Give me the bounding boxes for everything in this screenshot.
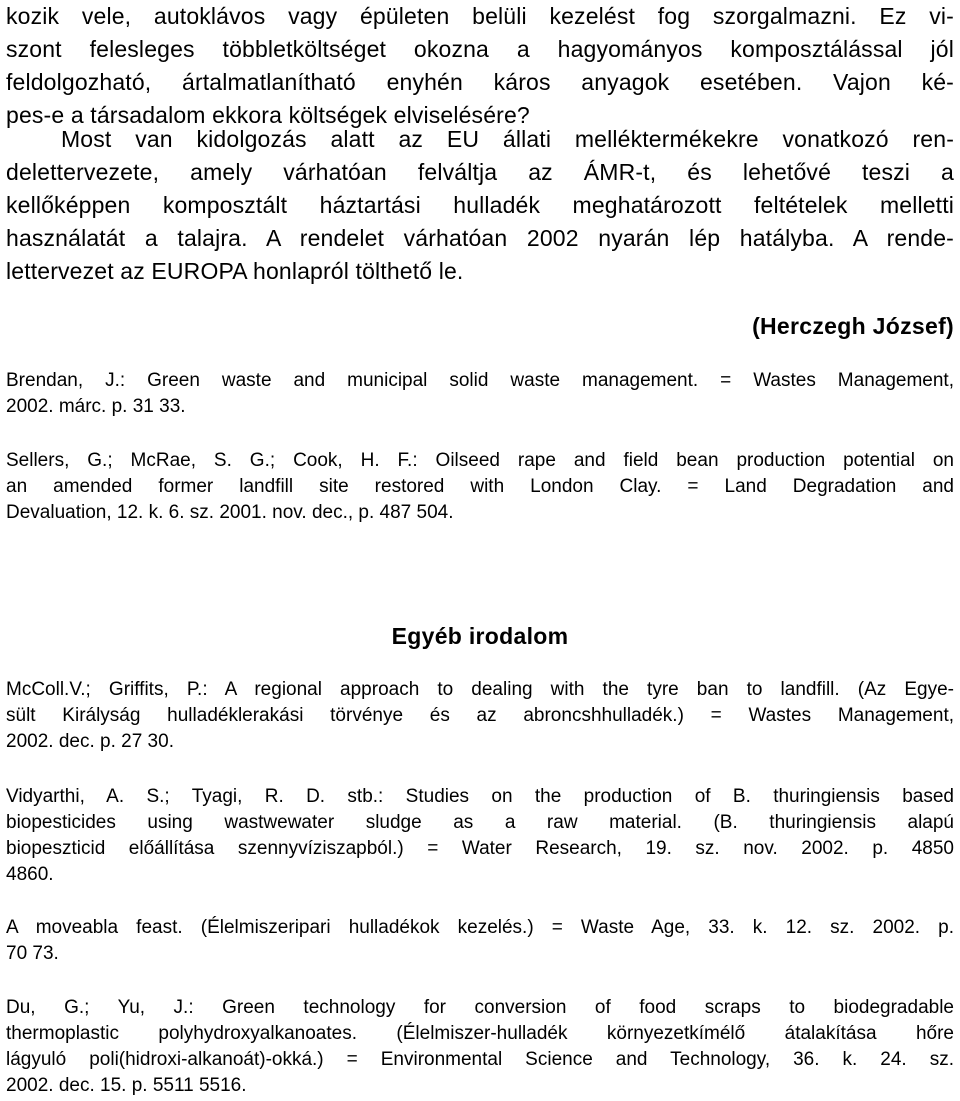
text-line: lágyuló poli(hidroxi-alkanoát)-okká.) = Environmental Science and Technology, 36. k. 24. sz. — [6, 1049, 954, 1070]
text-line: biopesticides using wastwewater sludge as a raw material. (B. thuringiensis alapú — [6, 812, 954, 833]
text-line: delettervezete, amely várhatóan felváltja az ÁMR-t, és lehetővé teszi a — [6, 159, 954, 185]
reference-item — [6, 368, 954, 420]
text-line: McColl.V.; Griffits, P.: A regional approach to dealing with the tyre ban to landfill. (Az Egye- — [6, 679, 954, 700]
reference-item — [6, 448, 954, 526]
text-line: sült Királyság hulladéklerakási törvénye és az abroncshhulladék.) = Wastes Management, — [6, 705, 954, 726]
text-line: pes-e a társadalom ekkora költségek elviselésére? — [6, 102, 530, 128]
body-paragraph-1 — [6, 0, 954, 132]
text-line: Brendan, J.: Green waste and municipal solid waste management. = Wastes Management, — [6, 370, 954, 391]
text-line: Sellers, G.; McRae, S. G.; Cook, H. F.: Oilseed rape and field bean production potential on — [6, 450, 954, 471]
text-line: thermoplastic polyhydroxyalkanoates. (Élelmiszer-hulladék környezetkímélő átalakítása hőre — [6, 1023, 954, 1044]
text-line: A moveabla feast. (Élelmiszeripari hulladékok kezelés.) = Waste Age, 33. k. 12. sz. 2002. p. — [6, 917, 954, 938]
text-line: használatát a talajra. A rendelet várhatóan 2002 nyarán lép hatályba. A rende- — [6, 225, 954, 251]
text-line: an amended former landfill site restored with London Clay. = Land Degradation and — [6, 476, 954, 497]
reference-item — [6, 995, 954, 1099]
text-line: 2002. dec. 15. p. 5511 5516. — [6, 1075, 247, 1096]
reference-item — [6, 915, 954, 967]
text-line: biopeszticid előállítása szennyvíziszapból.) = Water Research, 19. sz. nov. 2002. p. 4850 — [6, 838, 954, 859]
text-line: szont felesleges többletköltséget okozna a hagyományos komposztálással jól — [6, 36, 954, 62]
text-line: feldolgozható, ártalmatlanítható enyhén káros anyagok esetében. Vajon ké- — [6, 69, 954, 95]
text-line: 2002. márc. p. 31 33. — [6, 396, 186, 417]
text-line: kozik vele, autoklávos vagy épületen belüli kezelést fog szorgalmazni. Ez vi- — [6, 3, 954, 29]
section-heading: Egyéb irodalom — [391, 623, 569, 649]
body-paragraph-2 — [6, 123, 954, 288]
text-line: kellőképpen komposztált háztartási hulladék meghatározott feltételek melletti — [6, 192, 954, 218]
text-line: 2002. dec. p. 27 30. — [6, 731, 174, 752]
text-line: Vidyarthi, A. S.; Tyagi, R. D. stb.: Studies on the production of B. thuringiensis based — [6, 786, 954, 807]
text-line: 4860. — [6, 864, 54, 885]
text-line: Most van kidolgozás alatt az EU állati melléktermékekre vonatkozó ren- — [61, 126, 954, 152]
reference-item — [6, 677, 954, 755]
text-line: lettervezet az EUROPA honlapról tölthető le. — [6, 258, 464, 284]
text-line: 70 73. — [6, 943, 59, 964]
text-line: Devaluation, 12. k. 6. sz. 2001. nov. dec., p. 487 504. — [6, 502, 454, 523]
author-signature: (Herczegh József) — [752, 313, 954, 339]
text-line: Du, G.; Yu, J.: Green technology for conversion of food scraps to biodegradable — [6, 997, 954, 1018]
reference-item — [6, 784, 954, 888]
